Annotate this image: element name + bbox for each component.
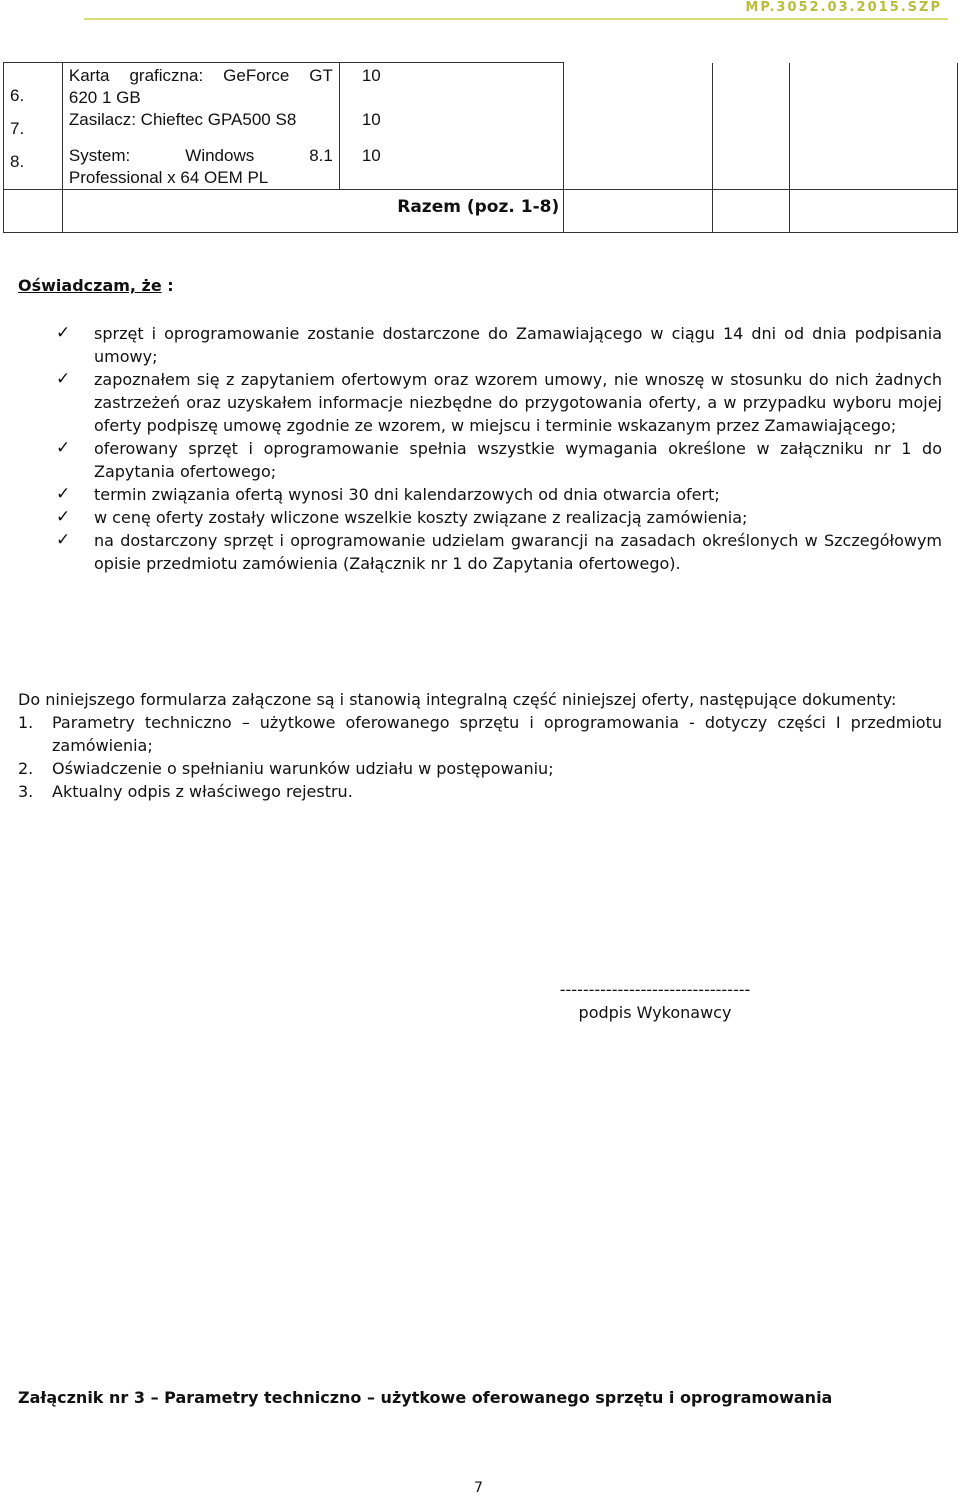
document-code: MP.3052.03.2015.SZP [745,0,942,15]
empty-cell [712,63,789,190]
empty-cell [564,63,713,190]
item-name-line: System: Windows 8.1 [68,146,333,165]
signature-label: podpis Wykonawcy [578,1003,732,1022]
item-quantity: 10 [361,110,381,129]
item-quantity: 10 [361,146,381,165]
row-number: 8. [10,152,25,171]
list-item [56,483,942,506]
list-item [56,368,942,437]
checkmark-icon: ✓ [56,438,71,458]
signature-block [530,978,780,1024]
statement-text: na dostarczony sprzęt i oprogramowanie udzielam gwarancji na zasadach określonych w Szczegółowym opisie przedmiotu zamówienia (Załącznik nr 1 do Zapytania ofertowego). [94,531,942,573]
attachment-text: Oświadczenie o spełnianiu warunków udziału w postępowaniu; [52,759,554,778]
attachments-section [18,688,942,803]
item-name-line: Professional x 64 OEM PL [68,168,269,187]
item-name-line: 620 1 GB [68,88,141,107]
row-number: 7. [10,119,25,138]
empty-cell [789,63,957,190]
list-number: 3. [18,782,34,801]
empty-cell [564,190,713,233]
signature-line: --------------------------------- [559,980,751,999]
row-number: 6. [10,86,25,105]
statement-title [18,276,174,295]
list-number: 1. [18,713,34,732]
list-item [56,322,942,368]
list-item [18,757,942,780]
statement-text: oferowany sprzęt i oprogramowanie spełnia wszystkie wymagania określone w załączniku nr 1 do Zapytania ofertowego; [94,439,942,481]
statement-title-suffix: : [161,276,174,295]
attachments-intro: Do niniejszego formularza załączone są i stanowią integralną część niniejszej oferty, następujące dokumenty: [18,690,897,709]
header-divider [84,18,948,20]
attachment-text: Parametry techniczno – użytkowe oferowanego sprzętu i oprogramowania - dotyczy części I przedmiotu zamówienia; [52,713,942,755]
row-number-cell [4,63,63,190]
item-name-line: Karta graficzna: GeForce GT [68,66,333,85]
empty-cell [789,190,957,233]
list-item [18,780,942,803]
attachment-heading: Załącznik nr 3 – Parametry techniczno – użytkowe oferowanego sprzętu i oprogramowania [18,1388,833,1407]
checkmark-icon: ✓ [56,323,71,343]
list-item [56,437,942,483]
attachments-list [18,711,942,803]
empty-cell [712,190,789,233]
sum-label: Razem (poz. 1-8) [62,190,563,233]
checkmark-icon: ✓ [56,530,71,550]
statement-title-underlined: Oświadczam, że [18,276,162,295]
list-item [56,529,942,575]
page-number: 7 [474,1480,483,1496]
list-item [56,506,942,529]
statement-text: w cenę oferty zostały wliczone wszelkie koszty związane z realizacją zamówienia; [94,508,748,527]
row-quantity-cell [339,63,563,190]
row-name-cell [62,63,339,190]
item-quantity: 10 [361,66,381,85]
list-number: 2. [18,759,34,778]
list-item [18,711,942,757]
checkmark-icon: ✓ [56,484,71,504]
sum-row [4,190,958,233]
checkmark-icon: ✓ [56,369,71,389]
items-table [3,62,958,233]
checkmark-icon: ✓ [56,507,71,527]
statement-list [56,322,942,575]
statement-text: termin związania ofertą wynosi 30 dni kalendarzowych od dnia otwarcia ofert; [94,485,720,504]
table-row [4,63,958,190]
statement-text: zapoznałem się z zapytaniem ofertowym oraz wzorem umowy, nie wnoszę w stosunku do nich żadnych zastrzeżeń oraz uzyskałem informacje niezbędne do przygotowania oferty, a w przypadku wyboru mojej oferty podpiszę umowę zgodnie ze wzorem, w miejscu i terminie wskazanym przez Zamawiającego; [94,370,942,435]
item-name-line: Zasilacz: Chieftec GPA500 S8 [68,110,297,129]
statement-text: sprzęt i oprogramowanie zostanie dostarczone do Zamawiającego w ciągu 14 dni od dnia podpisania umowy; [94,324,942,366]
empty-cell [4,190,63,233]
attachment-text: Aktualny odpis z właściwego rejestru. [52,782,353,801]
